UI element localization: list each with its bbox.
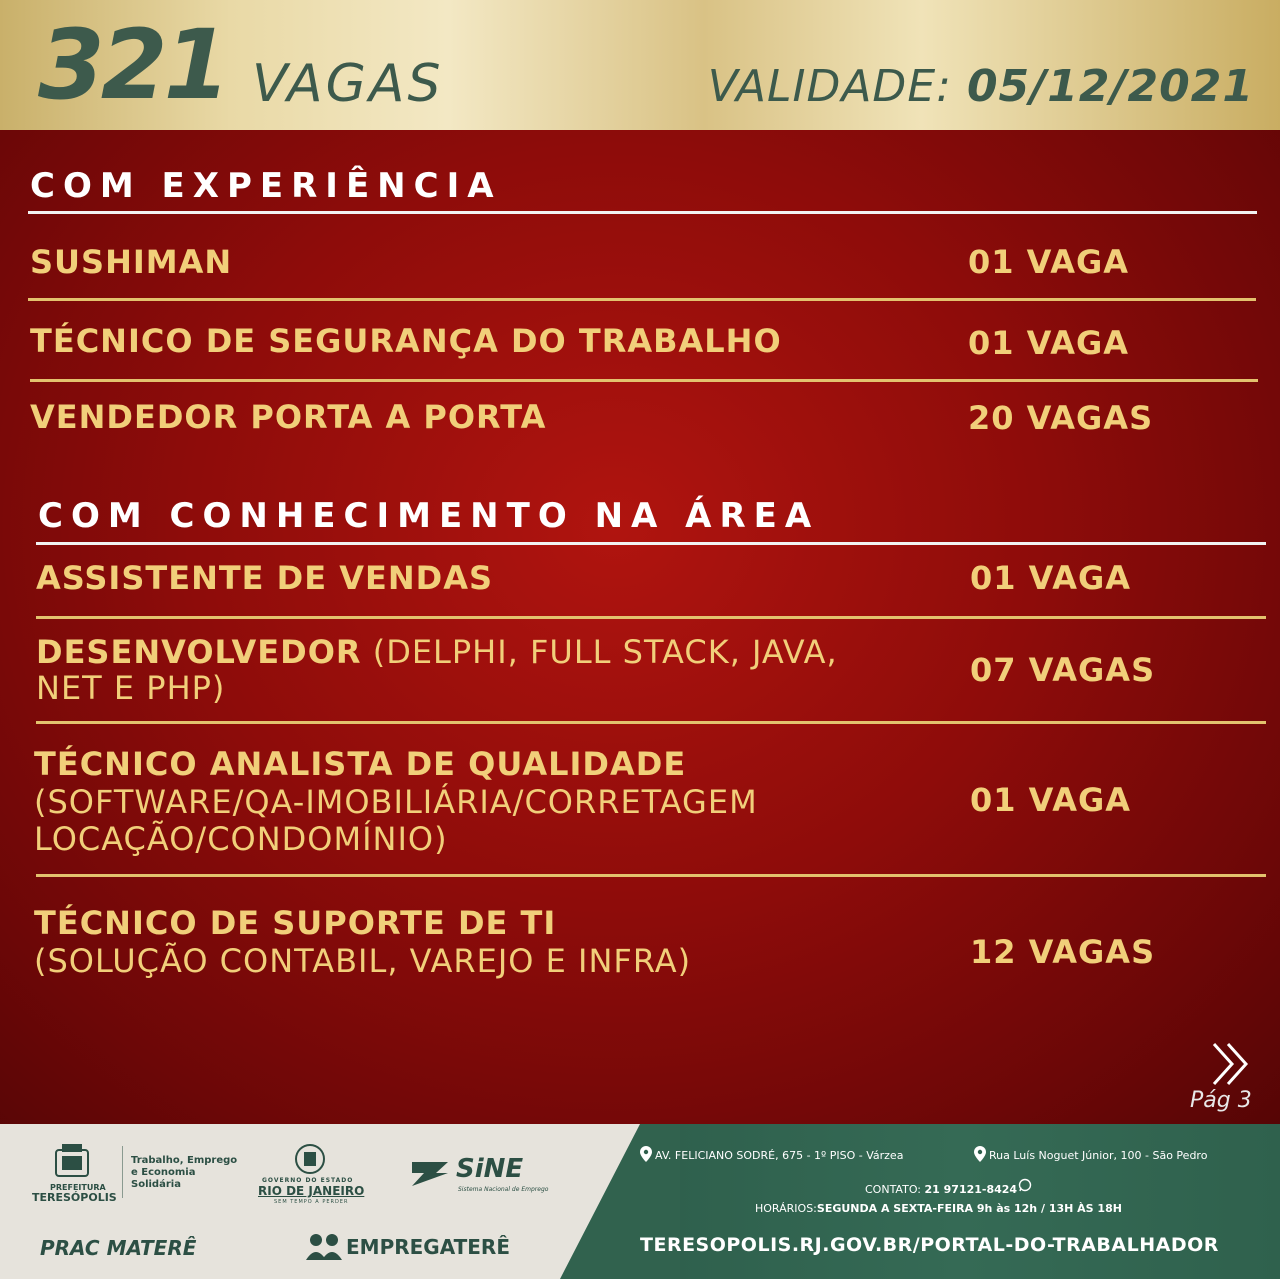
row-divider xyxy=(36,721,1266,724)
job-title-main: DESENVOLVEDOR xyxy=(36,633,362,671)
location-pin-icon xyxy=(974,1146,986,1162)
row-divider xyxy=(30,379,1258,382)
contact xyxy=(865,1183,1017,1196)
job-title: TÉCNICO DE SUPORTE DE TI xyxy=(34,904,557,942)
row-divider xyxy=(36,874,1266,877)
job-title-line2: NET E PHP) xyxy=(36,669,226,707)
rio-de-janeiro-crest-icon xyxy=(292,1142,328,1176)
prefeitura-name: TERESÓPOLIS xyxy=(32,1191,117,1204)
section-title-knowledge: COM CONHECIMENTO NA ÁREA xyxy=(38,496,820,536)
secretaria-line: Solidária xyxy=(131,1179,181,1190)
hours-value: SEGUNDA A SEXTA-FEIRA 9h às 12h / 13H ÀS 18H xyxy=(816,1202,1122,1215)
vacancy-count: 321 xyxy=(38,9,227,121)
hours-label: HORÁRIOS: xyxy=(755,1202,817,1215)
job-title: TÉCNICO DE SEGURANÇA DO TRABALHO xyxy=(30,322,782,360)
governo-name: RIO DE JANEIRO xyxy=(258,1184,365,1198)
job-title xyxy=(36,633,838,671)
validity-label: VALIDADE: xyxy=(707,61,967,112)
job-title: VENDEDOR PORTA A PORTA xyxy=(30,398,547,436)
contact-label: CONTATO: xyxy=(865,1183,925,1196)
section-title-experience: COM EXPERIÊNCIA xyxy=(30,166,502,206)
logo-separator xyxy=(122,1146,123,1198)
job-quantity: 01 VAGA xyxy=(970,559,1132,597)
people-icon xyxy=(304,1232,344,1260)
job-title-line2: (SOLUÇÃO CONTABIL, VAREJO E INFRA) xyxy=(34,942,692,980)
sine-subtitle: Sistema Nacional de Emprego xyxy=(458,1186,549,1193)
job-title: TÉCNICO ANALISTA DE QUALIDADE xyxy=(34,745,687,783)
vacancy-count-label: VAGAS xyxy=(252,54,444,114)
double-chevron-right-icon[interactable] xyxy=(1208,1040,1256,1088)
job-title-line2: (SOFTWARE/QA-IMOBILIÁRIA/CORRETAGEM xyxy=(34,783,758,821)
page-number: Pág 3 xyxy=(1190,1088,1252,1113)
address-secondary: Rua Luís Noguet Júnior, 100 - São Pedro xyxy=(989,1149,1208,1162)
row-divider xyxy=(36,616,1266,619)
job-title-line3: LOCAÇÃO/CONDOMÍNIO) xyxy=(34,820,448,858)
address-primary: AV. FELICIANO SODRÉ, 675 - 1º PISO - Várzea xyxy=(655,1149,904,1162)
job-quantity: 01 VAGA xyxy=(970,781,1132,819)
job-quantity: 01 VAGA xyxy=(968,243,1130,281)
section-divider xyxy=(36,542,1266,545)
prefeitura-crest-icon xyxy=(50,1142,94,1182)
secretaria-line: e Economia xyxy=(131,1167,196,1178)
governo-motto: SEM TEMPO A PERDER xyxy=(274,1199,349,1205)
validity-date: 05/12/2021 xyxy=(966,61,1254,112)
portal-url-link[interactable]: TERESOPOLIS.RJ.GOV.BR/PORTAL-DO-TRABALHADOR xyxy=(640,1234,1219,1256)
governo-label: GOVERNO DO ESTADO xyxy=(262,1177,354,1184)
job-quantity: 01 VAGA xyxy=(968,324,1130,362)
location-pin-icon xyxy=(640,1146,652,1162)
contact-number: 21 97121-8424 xyxy=(924,1183,1018,1196)
prefeitura-label: PREFEITURA xyxy=(50,1183,106,1192)
secretaria-line: Trabalho, Emprego xyxy=(131,1155,238,1166)
sine-logo-icon xyxy=(408,1156,452,1190)
job-title: SUSHIMAN xyxy=(30,243,233,281)
job-title: ASSISTENTE DE VENDAS xyxy=(36,559,494,597)
sine-name: SiNE xyxy=(456,1154,524,1184)
validity xyxy=(708,58,1254,116)
empregatere-logo: EMPREGATERÊ xyxy=(346,1235,510,1259)
header-band xyxy=(0,0,1280,130)
job-quantity: 20 VAGAS xyxy=(968,399,1154,437)
section-divider xyxy=(28,211,1257,214)
job-title-detail: (DELPHI, FULL STACK, JAVA, xyxy=(361,633,838,671)
row-divider xyxy=(28,298,1256,301)
whatsapp-icon xyxy=(1018,1178,1032,1192)
job-quantity: 07 VAGAS xyxy=(970,651,1156,689)
hours xyxy=(755,1202,1122,1215)
pracimatere-logo: PRAC MATERÊ xyxy=(40,1236,197,1260)
job-quantity: 12 VAGAS xyxy=(970,933,1156,971)
